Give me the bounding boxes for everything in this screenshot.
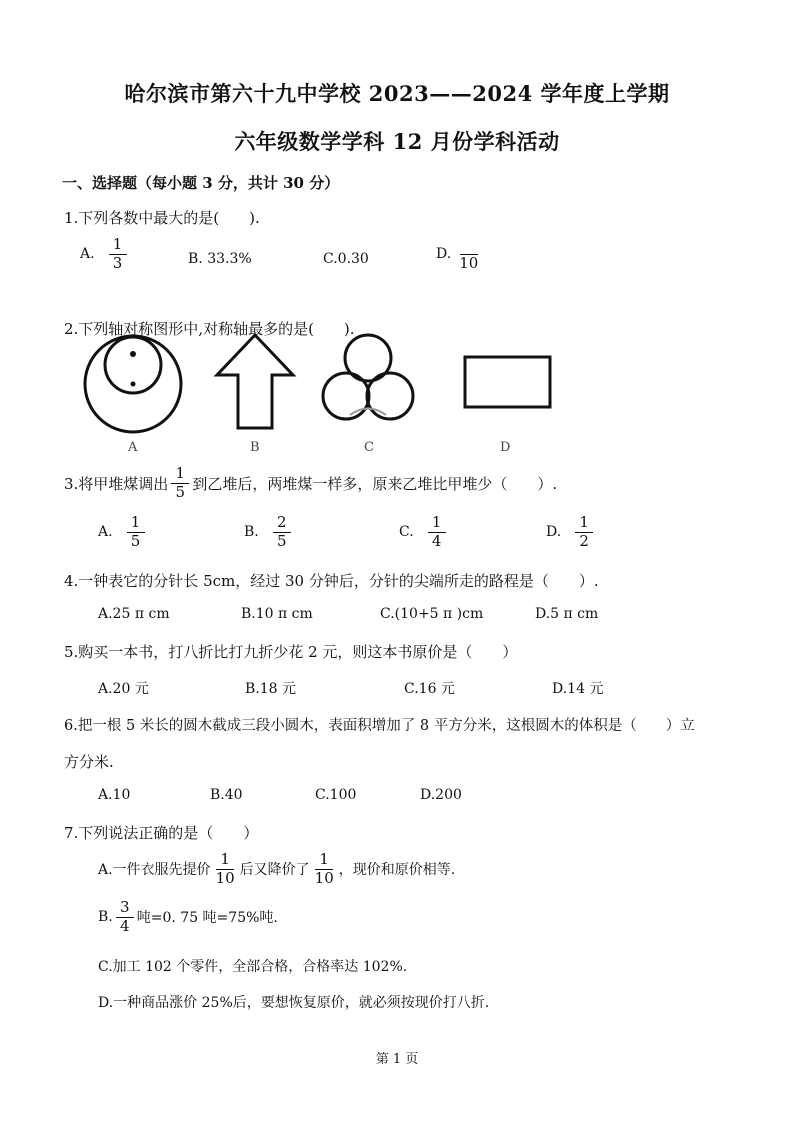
question-5-stem: 5.购买一本书，打八折比打九折少花 2 元，则这本书原价是（ ） <box>64 643 518 661</box>
question-3-stem: 3.将甲堆煤调出 $\frac{1}{5}$ 到乙堆后，两堆煤一样多，原来乙堆比甲堆少（ ）. <box>64 464 558 501</box>
question-4-option-d: D.5 π cm <box>535 606 599 622</box>
figure-label-b: B <box>250 440 260 455</box>
figure-label-c: C <box>364 440 374 455</box>
question-2-stem: 2.下列轴对称图形中,对称轴最多的是( ). <box>64 320 355 338</box>
question-4-option-a: A.25 π cm <box>98 606 170 622</box>
question-5-option-b: B.18 元 <box>245 681 297 697</box>
question-7-option-a: A.一件衣服先提价 $\frac{1}{10}$ 后又降价了 $\frac{1}{10}$ ，现价和原价相等. <box>98 850 456 887</box>
question-1-option-b: B. 33.3% <box>188 251 252 267</box>
figure-b-arrow <box>217 335 293 428</box>
question-7-option-d: D.一种商品涨价 25%后，要想恢复原价，就必须按现价打八折. <box>98 995 490 1011</box>
figure-label-a: A <box>128 440 138 455</box>
figure-d-rectangle <box>465 357 550 407</box>
question-6-stem-continued: 方分米. <box>64 753 114 771</box>
question-6-option-d: D.200 <box>420 787 462 803</box>
question-7-option-b: B. $\frac{3}{4}$ 吨=0. 75 吨=75%吨. <box>98 898 278 935</box>
question-2-figures <box>70 330 570 440</box>
question-4-option-b: B.10 π cm <box>241 606 313 622</box>
question-5-option-a: A.20 元 <box>98 681 149 697</box>
question-5-option-d: D.14 元 <box>552 681 604 697</box>
question-1-option-c: C.0.30 <box>323 251 369 267</box>
question-3-option-d: D. $\frac{1}{2}$ <box>546 515 596 550</box>
question-6-option-a: A.10 <box>98 787 131 803</box>
question-1-option-d: D. 10 <box>436 237 483 272</box>
question-5-option-c: C.16 元 <box>404 681 455 697</box>
question-7-option-c: C.加工 102 个零件，全部合格，合格率达 102%. <box>98 959 408 975</box>
figure-c-trefoil <box>323 335 413 419</box>
question-3-option-c: C. $\frac{1}{4}$ <box>399 515 449 550</box>
question-4-option-c: C.(10+5 π )cm <box>380 606 484 622</box>
figure-label-d: D <box>500 440 511 455</box>
question-3-option-a: A. $\frac{1}{5}$ <box>98 515 148 550</box>
question-6-stem: 6.把一根 5 米长的圆木截成三段小圆木，表面积增加了 8 平方分米，这根圆木的体积是（ ）立 <box>64 718 695 734</box>
question-6-option-c: C.100 <box>315 787 357 803</box>
question-1-option-a: A. $\frac{1}{3}$ <box>80 237 130 272</box>
section-heading: 一、选择题（每小题 3 分，共计 30 分） <box>62 174 340 192</box>
page-title: 哈尔滨市第六十九中学校 2023——2024 学年度上学期 <box>124 81 670 106</box>
question-3-option-b: B. $\frac{2}{5}$ <box>244 515 294 550</box>
question-6-option-b: B.40 <box>210 787 243 803</box>
figure-a-circles <box>85 336 181 432</box>
page-number: 第 1 页 <box>375 1052 419 1067</box>
page-subtitle: 六年级数学学科 12 月份学科活动 <box>234 129 560 154</box>
question-1-stem: 1.下列各数中最大的是( ). <box>64 209 260 227</box>
question-4-stem: 4.一钟表它的分针长 5cm，经过 30 分钟后，分针的尖端所走的路程是（ ）. <box>64 572 599 590</box>
question-7-stem: 7.下列说法正确的是（ ） <box>64 824 259 842</box>
